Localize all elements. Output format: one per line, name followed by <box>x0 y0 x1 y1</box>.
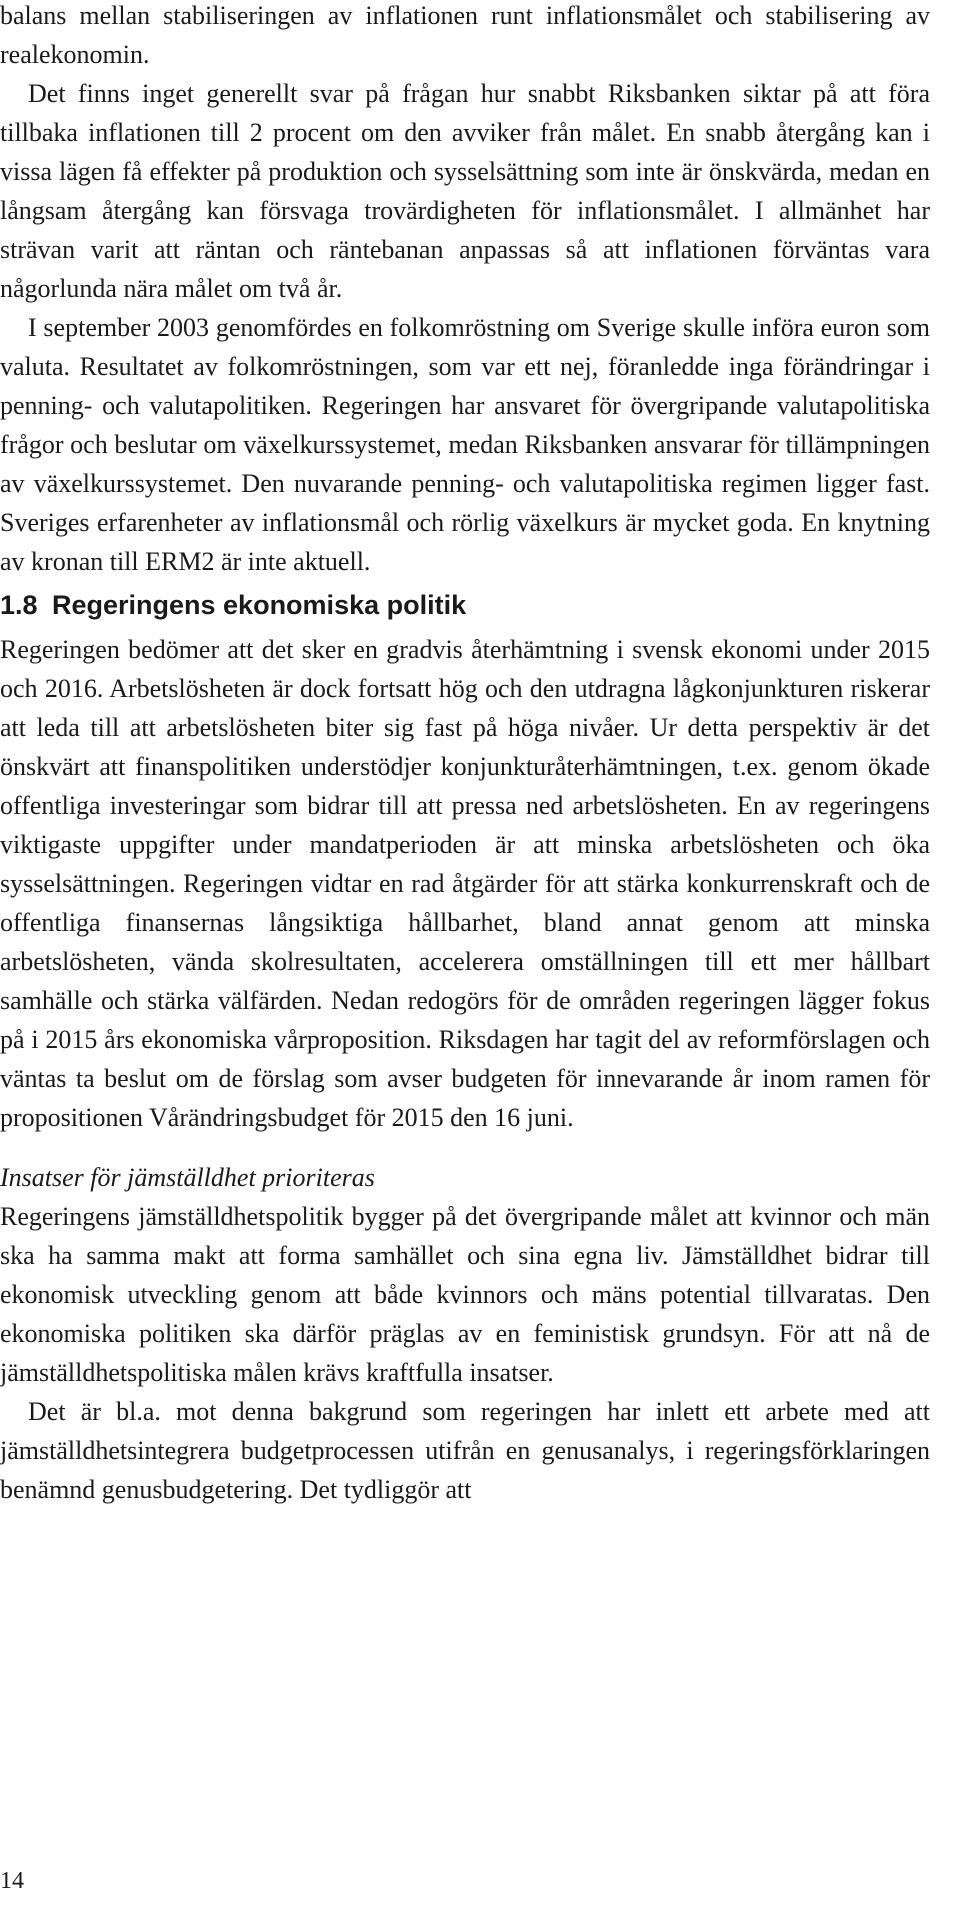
section-heading <box>0 585 930 625</box>
section-body <box>0 630 930 1137</box>
paragraph-riksbanken-target: Det finns inget generellt svar på frågan hur snabbt Riksbanken siktar på att föra tillbaka inflationen till 2 procent om den avviker från målet. En snabb återgång kan i vissa lägen få effekter på produktion och sysselsättning som inte är önskvärda, medan en långsam återgång kan försvaga trovärdigheten för inflationsmålet. I allmänhet har strävan varit att räntan och räntebanan anpassas så att inflationen förväntas vara någorlunda nära målet om två år. <box>0 79 930 303</box>
intro-block <box>0 0 930 581</box>
paragraph-government-policy: Regeringen bedömer att det sker en gradvis återhämtning i svensk ekonomi under 2015 och 2016. Arbetslösheten är dock fortsatt hög och den utdragna lågkonjunkturen riskerar att leda till att arbetslösheten biter sig fast på höga nivåer. Ur detta perspektiv är det önskvärt att finanspolitiken understödjer konjunkturåterhämtningen, t.ex. genom ökade offentliga investeringar som bidrar till att pressa ned arbetslösheten. En av regeringens viktigaste uppgifter under mandatperioden är att minska arbetslösheten och öka sysselsättningen. Regeringen vidtar en rad åtgärder för att stärka konkurrenskraft och de offentliga finansernas långsiktiga hållbarhet, bland annat genom att minska arbetslösheten, vända skolresultaten, accelerera omställningen till ett mer hållbart samhälle och stärka välfärden. Nedan redogörs för de områden regeringen lägger fokus på i 2015 års ekonomiska vårproposition. Riksdagen har tagit del av reformförslagen och väntas ta beslut om de förslag som avser budgeten för innevarande år inom ramen för propositionen Vårändringsbudget för 2015 den 16 juni. <box>0 635 930 1132</box>
paragraph-euro-referendum: I september 2003 genomfördes en folkomröstning om Sverige skulle införa euron som valuta. Resultatet av folkomröstningen, som var ett nej, föranledde inga förändringar i penning- och valutapolitiken. Regeringen har ansvaret för övergripande valutapolitiska frågor och beslutar om växelkurssystemet, medan Riksbanken ansvarar för tillämpningen av växelkurssystemet. Den nuvarande penning- och valutapolitiska regimen ligger fast. Sveriges erfarenheter av inflationsmål och rörlig växelkurs är mycket goda. En knytning av kronan till ERM2 är inte aktuell. <box>0 313 930 576</box>
subsection-block <box>0 1158 930 1509</box>
section-number: 1.8 <box>0 590 38 620</box>
subsection-title: Insatser för jämställdhet prioriteras <box>0 1163 375 1192</box>
page-number: 14 <box>0 1868 24 1894</box>
paragraph-gender-budgeting: Det är bl.a. mot denna bakgrund som regeringen har inlett ett arbete med att jämställdhetsintegrera budgetprocessen utifrån en genusanalys, i regeringsförklaringen benämnd genusbudgetering. Det tydliggör att <box>0 1397 930 1504</box>
section-title: Regeringens ekonomiska politik <box>52 590 467 620</box>
paragraph-continuation: balans mellan stabiliseringen av inflationen runt inflationsmålet och stabilisering av realekonomin. <box>0 1 930 69</box>
paragraph-gender-equality: Regeringens jämställdhetspolitik bygger på det övergripande målet att kvinnor och män ska ha samma makt att forma samhället och sina egna liv. Jämställdhet bidrar till ekonomisk utveckling genom att både kvinnors och mäns potential tillvaratas. Den ekonomiska politiken ska därför präglas av en feministisk grundsyn. För att nå de jämställdhetspolitiska målen krävs kraftfulla insatser. <box>0 1202 930 1387</box>
